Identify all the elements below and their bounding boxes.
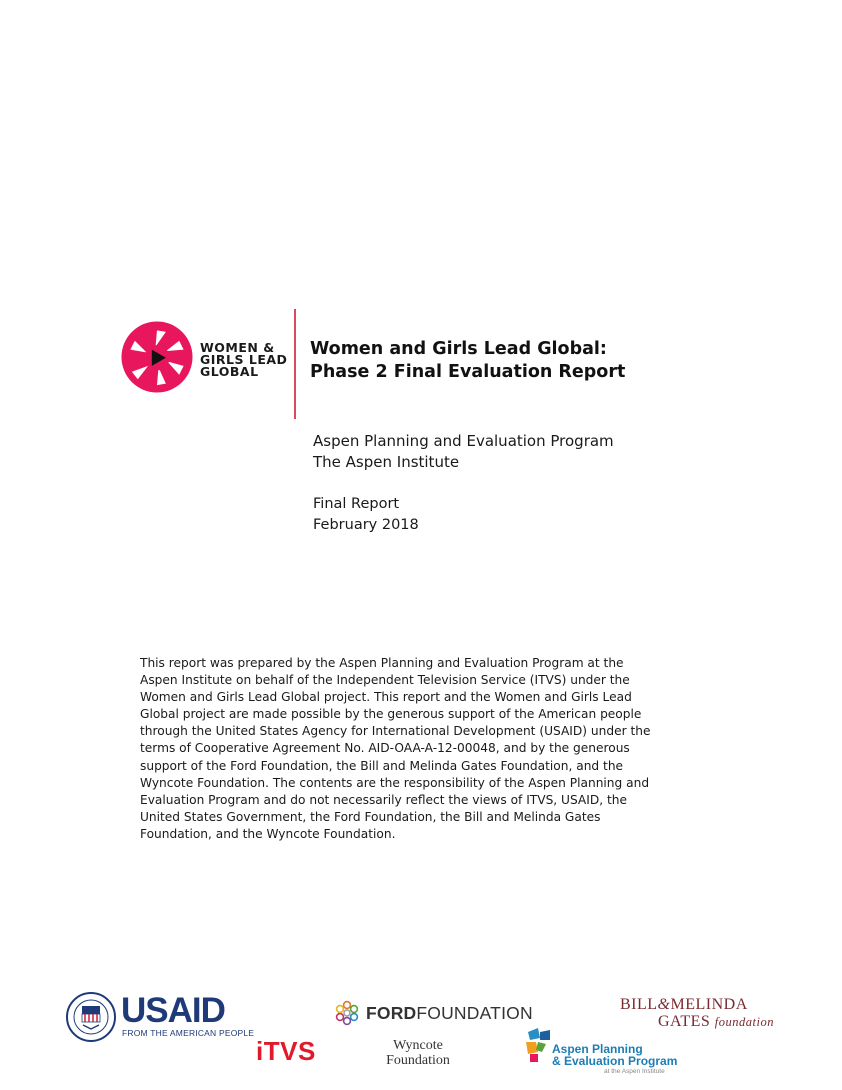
- wgl-logo-wordmark: [200, 342, 292, 378]
- gates-line1: BILL&MELINDA: [620, 996, 748, 1013]
- disclaimer-line: United States Government, the Ford Foundation, the Bill and Melinda Gates: [140, 809, 601, 824]
- title-line: Phase 2 Final Evaluation Report: [310, 362, 626, 382]
- disclaimer-line: Wyncote Foundation. The contents are the responsibility of the Aspen Planning and: [140, 775, 650, 790]
- logo-line: WOMEN &: [200, 340, 275, 355]
- ford-wordmark: FORDFOUNDATION: [366, 1003, 533, 1023]
- usaid-tagline: FROM THE AMERICAN PEOPLE: [122, 1028, 255, 1038]
- aspen-line1: Aspen Planning: [552, 1042, 643, 1056]
- institute-name: The Aspen Institute: [313, 453, 460, 471]
- wyncote-foundation-logo: [376, 1038, 460, 1068]
- disclaimer-line: through the United States Agency for International Development (USAID) under the: [140, 724, 651, 739]
- report-date: February 2018: [313, 517, 419, 533]
- aspen-program-logo: [524, 1026, 678, 1076]
- organization-block: [313, 431, 614, 473]
- disclaimer-line: support of the Ford Foundation, the Bill and Melinda Gates Foundation, and the: [140, 758, 624, 773]
- report-title: [310, 338, 710, 384]
- disclaimer-line: Aspen Institute on behalf of the Independent Television Service (ITVS) under the: [140, 673, 630, 688]
- title-line: Women and Girls Lead Global:: [310, 339, 607, 359]
- usaid-seal-icon: [66, 992, 116, 1042]
- ford-foundation-logo: [334, 1000, 534, 1030]
- aspen-line2: & Evaluation Program: [552, 1054, 678, 1068]
- disclaimer-paragraph: [140, 655, 700, 843]
- disclaimer-line: Global project are made possible by the generous support of the American people: [140, 707, 642, 722]
- disclaimer-line: Evaluation Program and do not necessarily reflect the views of ITVS, USAID, the: [140, 792, 627, 807]
- usaid-wordmark: USAID: [121, 991, 225, 1030]
- disclaimer-line: This report was prepared by the Aspen Planning and Evaluation Program at the: [140, 656, 624, 670]
- gates-line2: GATES foundation: [658, 1013, 774, 1030]
- report-info-block: [313, 494, 419, 536]
- logo-line: GIRLS LEAD: [200, 352, 288, 367]
- ford-flower-icon: [334, 1000, 360, 1026]
- wyncote-line: Wyncote: [393, 1038, 443, 1053]
- report-type: Final Report: [313, 496, 400, 512]
- header-divider: [294, 309, 296, 419]
- aperture-play-icon: [120, 320, 194, 394]
- disclaimer-line: Women and Girls Lead Global project. This report and the Women and Girls Lead: [140, 690, 632, 705]
- wyncote-line: Foundation: [386, 1053, 450, 1068]
- itvs-logo: iTVS: [256, 1036, 316, 1066]
- disclaimer-line: terms of Cooperative Agreement No. AID-OAA-A-12-00048, and by the generous: [140, 741, 630, 756]
- disclaimer-line: Foundation, and the Wyncote Foundation.: [140, 826, 396, 841]
- logo-line: GLOBAL: [200, 364, 259, 379]
- aspen-line3: at the Aspen Institute: [604, 1068, 665, 1075]
- usaid-logo: [66, 991, 255, 1044]
- program-name: Aspen Planning and Evaluation Program: [313, 432, 614, 450]
